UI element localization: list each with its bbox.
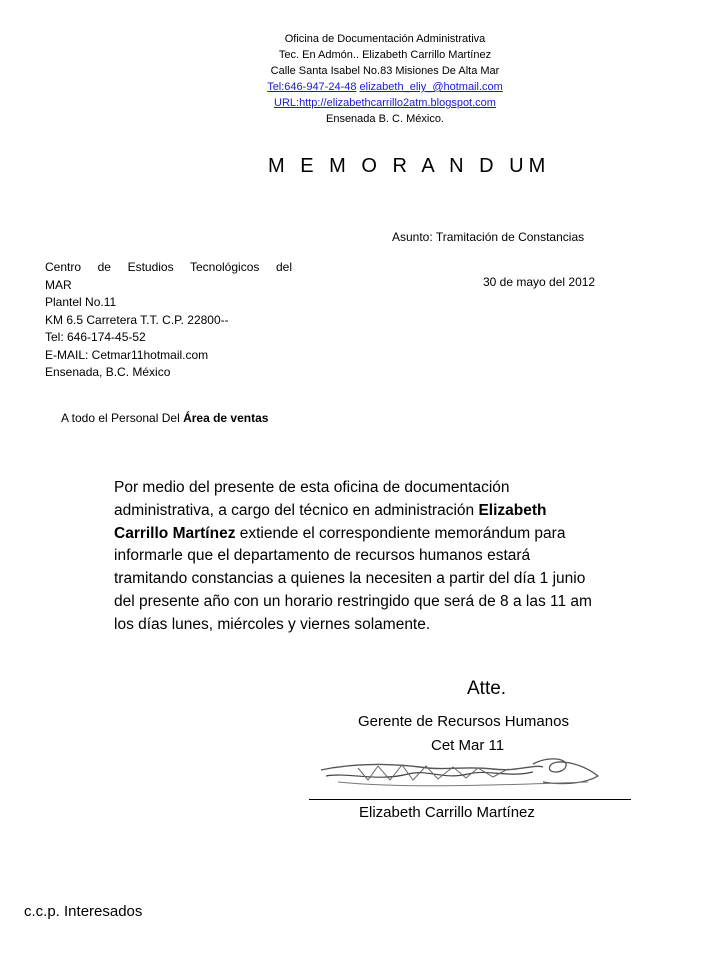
signer-name: Elizabeth Carrillo Martínez <box>359 804 535 821</box>
recipient-address <box>45 259 292 382</box>
closing-atte: Atte. <box>467 678 507 699</box>
header-street: Calle Santa Isabel No.83 Misiones De Alta Mar <box>270 65 500 77</box>
body-part2: extiende el correspondiente memorándum para informarle que el departamento de recursos humanos estará tramitando constancias a quienes la necesiten a partir del día 1 junio del presente año con un horario restringido que será de 8 a las 11 am los días lunes, miércoles y viernes solamente. <box>114 524 592 633</box>
header-technician: Tec. En Admón.. Elizabeth Carrillo Martínez <box>278 49 492 61</box>
address-line: E-MAIL: Cetmar11hotmail.com <box>45 347 209 362</box>
address-line: KM 6.5 Carretera T.T. C.P. 22800-- <box>45 312 229 327</box>
address-line: Ensenada, B.C. México <box>45 365 171 379</box>
signature-line <box>309 799 631 800</box>
body-name: Elizabeth Carrillo Martínez <box>114 501 547 542</box>
address-line: Centro de Estudios Tecnológicos del <box>45 260 292 274</box>
header-city: Ensenada B. C. México. <box>325 113 444 125</box>
header-contact <box>0 79 720 95</box>
handwritten-signature <box>318 752 608 797</box>
subject-line <box>392 230 584 244</box>
header-tel-link[interactable]: Tel:646-947-24-48 <box>267 81 357 93</box>
addressee-line <box>61 411 268 425</box>
header-office: Oficina de Documentación Administrativa <box>284 33 486 45</box>
subject-value: Tramitación de Constancias <box>435 230 585 244</box>
memo-date: 30 de mayo del 2012 <box>483 275 596 289</box>
address-line: Plantel No.11 <box>45 295 117 309</box>
addressee-area: Área de ventas <box>183 411 269 425</box>
body-part1: Por medio del presente de esta oficina de documentación administrativa, a cargo del técnico en administración <box>114 479 510 519</box>
memo-title: M E M O R A N D UM <box>268 155 551 177</box>
addressee-prefix: A todo el Personal Del <box>61 411 184 425</box>
address-line: MAR <box>45 277 72 292</box>
closing-position: Gerente de Recursos Humanos <box>358 713 569 730</box>
cc-line: c.c.p. Interesados <box>24 903 143 920</box>
header-email-link[interactable]: elizabeth_eliy_@hotmail.com <box>359 81 503 93</box>
header-url-row <box>0 95 720 111</box>
address-line: Tel: 646-174-45-52 <box>45 330 146 344</box>
memo-body <box>114 477 594 637</box>
header-url-link[interactable]: URL:http://elizabethcarrillo2atm.blogspot.com <box>274 97 496 109</box>
closing-org: Cet Mar 11 <box>431 737 505 754</box>
subject-label: Asunto: <box>392 230 433 244</box>
